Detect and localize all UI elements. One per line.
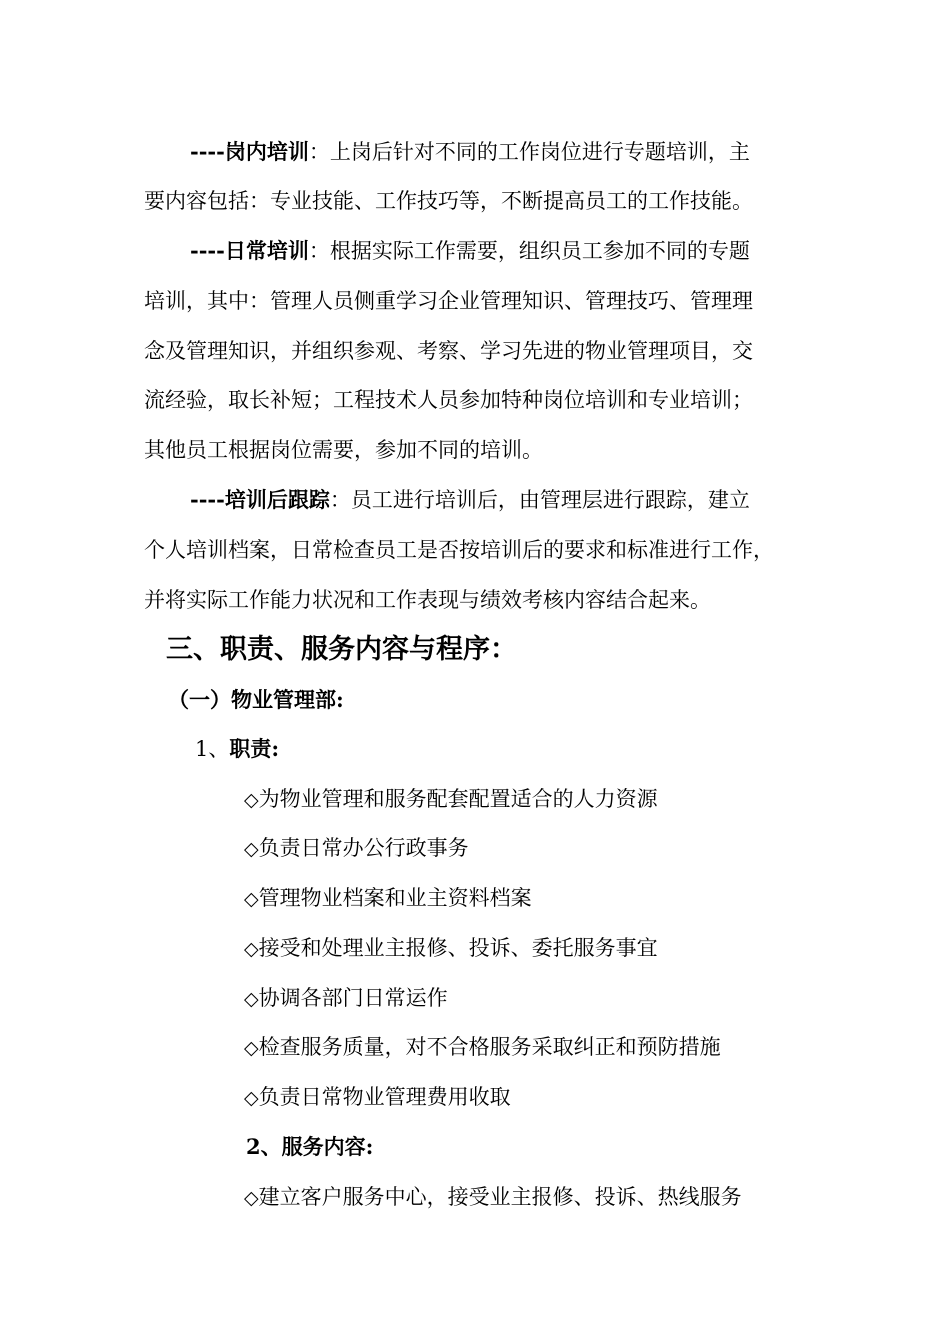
services-heading: 2、服务内容: <box>246 1134 374 1159</box>
duty-item <box>244 1032 721 1063</box>
gangnei-text-line2: 要内容包括：专业技能、工作技巧等，不断提高员工的工作技能。 <box>144 189 753 213</box>
duty-item <box>244 1082 511 1113</box>
duty-item <box>244 983 448 1014</box>
diamond-bullet-icon: ◇ <box>244 838 259 860</box>
duty-item-text: 接受和处理业主报修、投诉、委托服务事宜 <box>258 936 658 960</box>
diamond-bullet-icon: ◇ <box>244 1087 259 1109</box>
duty-item-text: 为物业管理和服务配套配置适合的人力资源 <box>258 787 658 811</box>
genzong-text-line2: 个人培训档案，日常检查员工是否按培训后的要求和标准进行工作， <box>144 538 774 562</box>
diamond-bullet-icon: ◇ <box>244 789 259 811</box>
duty-item-text: 负责日常办公行政事务 <box>258 836 469 860</box>
service-item <box>244 1182 742 1213</box>
duty-item-text: 检查服务质量，对不合格服务采取纠正和预防措施 <box>258 1035 721 1059</box>
duty-item-text: 负责日常物业管理费用收取 <box>258 1085 511 1109</box>
paragraph-gangnei-line1 <box>190 137 750 167</box>
duty-item-text: 管理物业档案和业主资料档案 <box>258 886 532 910</box>
diamond-bullet-icon: ◇ <box>244 988 259 1010</box>
duties-heading-number: 1、 <box>195 737 230 761</box>
diamond-bullet-icon: ◇ <box>244 1187 259 1209</box>
gangnei-label: ----岗内培训 <box>190 139 309 164</box>
duty-item <box>244 933 658 964</box>
diamond-bullet-icon: ◇ <box>244 888 259 910</box>
duties-heading <box>195 734 279 764</box>
paragraph-richang-line1 <box>190 236 750 266</box>
richang-colon: ： <box>308 239 330 263</box>
duty-item <box>244 784 658 815</box>
richang-label: ----日常培训 <box>190 238 309 263</box>
diamond-bullet-icon: ◇ <box>244 938 259 960</box>
genzong-label: ----培训后跟踪 <box>190 487 330 512</box>
subsection-title: （一）物业管理部: <box>168 687 344 712</box>
richang-text-line4: 流经验，取长补短；工程技术人员参加特种岗位培训和专业培训； <box>144 388 753 412</box>
service-item-text: 建立客户服务中心，接受业主报修、投诉、热线服务 <box>258 1185 742 1209</box>
section-title: 三、职责、服务内容与程序： <box>166 634 517 665</box>
paragraph-genzong-line1 <box>190 485 750 515</box>
diamond-bullet-icon: ◇ <box>244 1037 259 1059</box>
duties-heading-text: 职责: <box>229 736 280 761</box>
richang-text-line2: 培训，其中：管理人员侧重学习企业管理知识、管理技巧、管理理 <box>144 289 753 313</box>
richang-text-line3: 念及管理知识，并组织参观、考察、学习先进的物业管理项目，交 <box>144 339 753 363</box>
gangnei-text-line1: 上岗后针对不同的工作岗位进行专题培训，主 <box>329 140 750 164</box>
richang-text-line5: 其他员工根据岗位需要，参加不同的培训。 <box>144 438 543 462</box>
richang-text-line1: 根据实际工作需要，组织员工参加不同的专题 <box>329 239 750 263</box>
genzong-text-line3: 并将实际工作能力状况和工作表现与绩效考核内容结合起来。 <box>144 588 711 612</box>
gangnei-colon: ： <box>308 140 330 164</box>
genzong-text-line1: 员工进行培训后，由管理层进行跟踪，建立 <box>350 488 750 512</box>
genzong-colon: ： <box>329 488 351 512</box>
duty-item-text: 协调各部门日常运作 <box>258 986 448 1010</box>
duty-item <box>244 833 469 864</box>
duty-item <box>244 883 532 914</box>
